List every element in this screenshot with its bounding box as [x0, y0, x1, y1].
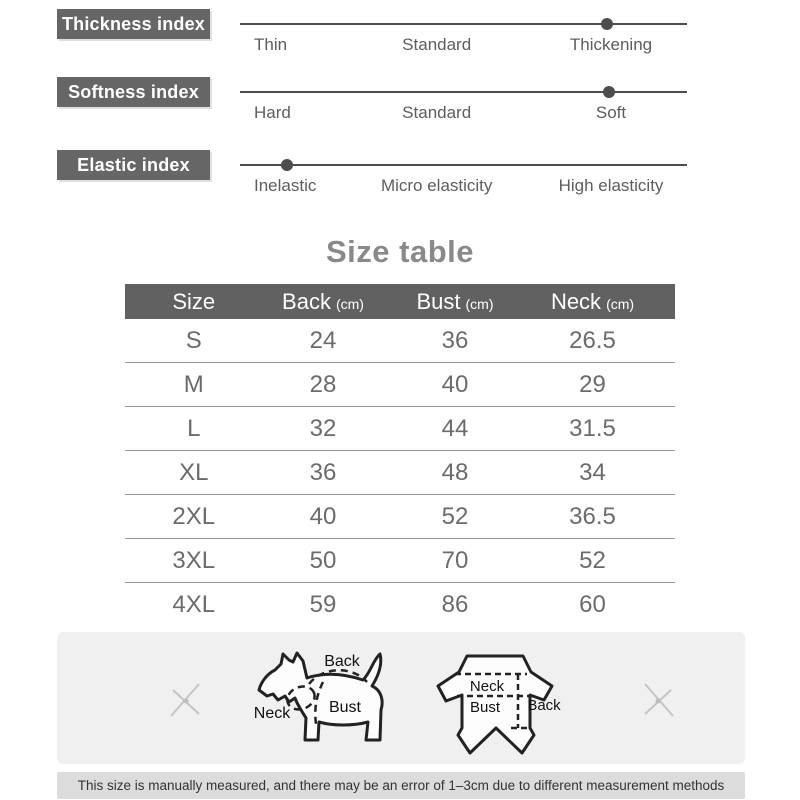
col-header-size: Size: [172, 289, 216, 314]
table-row: M 28 40 29: [125, 363, 675, 407]
table-row: 4XL 59 86 60: [172, 591, 606, 618]
dog-neck-label: Neck: [253, 705, 291, 722]
thickness-slider-dot: [601, 18, 613, 30]
table-row: 3XL 50 70 52: [125, 539, 675, 583]
slider-track: [240, 23, 687, 25]
thickness-index-row: [57, 9, 745, 73]
elastic-slider: [240, 150, 687, 210]
size-table-header: [125, 284, 675, 319]
thickness-level-mid: Standard: [402, 35, 472, 54]
elastic-slider-dot: [281, 159, 293, 171]
garment-measure-icon: [425, 640, 565, 760]
table-row: L 32 44 31.5: [125, 407, 675, 451]
table-row: 2XL 40 52 36.5: [125, 495, 675, 539]
col-header-bust: Bust (cm): [416, 289, 494, 314]
elastic-level-low: Inelastic: [254, 176, 317, 195]
slider-track: [240, 91, 687, 93]
slider-track: [240, 164, 687, 166]
garment-bust-label: Bust: [469, 699, 501, 716]
garment-back-label: Back: [527, 697, 561, 714]
size-table-title: Size table: [326, 234, 474, 269]
elastic-index-row: [57, 150, 745, 214]
col-header-neck: Neck (cm): [550, 289, 635, 314]
softness-index-badge: Softness index: [57, 77, 210, 107]
measurement-disclaimer: This size is manually measured, and there may be an error of 1–3cm due to different measurement methods: [57, 772, 745, 799]
dog-back-label: Back: [324, 653, 360, 670]
softness-index-row: [57, 77, 745, 141]
measuring-diagram-panel: [57, 632, 745, 764]
thickness-level-low: Thin: [254, 35, 288, 54]
softness-level-high: Soft: [595, 103, 627, 122]
dog-outline: [259, 653, 382, 740]
elastic-level-mid: Micro elasticity: [380, 176, 493, 195]
thickness-slider: [240, 9, 687, 69]
softness-level-low: Hard: [254, 103, 291, 122]
size-table: [125, 284, 675, 626]
softness-level-mid: Standard: [402, 103, 472, 122]
divider-x-icon: [639, 680, 679, 720]
elastic-level-high: High elasticity: [558, 176, 664, 195]
dog-measure-icon: [245, 634, 435, 764]
divider-x-icon: [165, 680, 205, 720]
thickness-index-badge: Thickness index: [57, 9, 210, 39]
table-row: XL 36 48 34: [125, 451, 675, 495]
elastic-index-badge: Elastic index: [57, 150, 210, 180]
garment-neck-label: Neck: [469, 678, 505, 695]
softness-slider: [240, 77, 687, 137]
softness-slider-dot: [603, 86, 615, 98]
table-row: S 24 36 26.5: [125, 319, 675, 363]
dog-bust-label: Bust: [328, 699, 362, 716]
col-header-back: Back (cm): [282, 289, 364, 314]
thickness-level-high: Thickening: [569, 35, 653, 54]
